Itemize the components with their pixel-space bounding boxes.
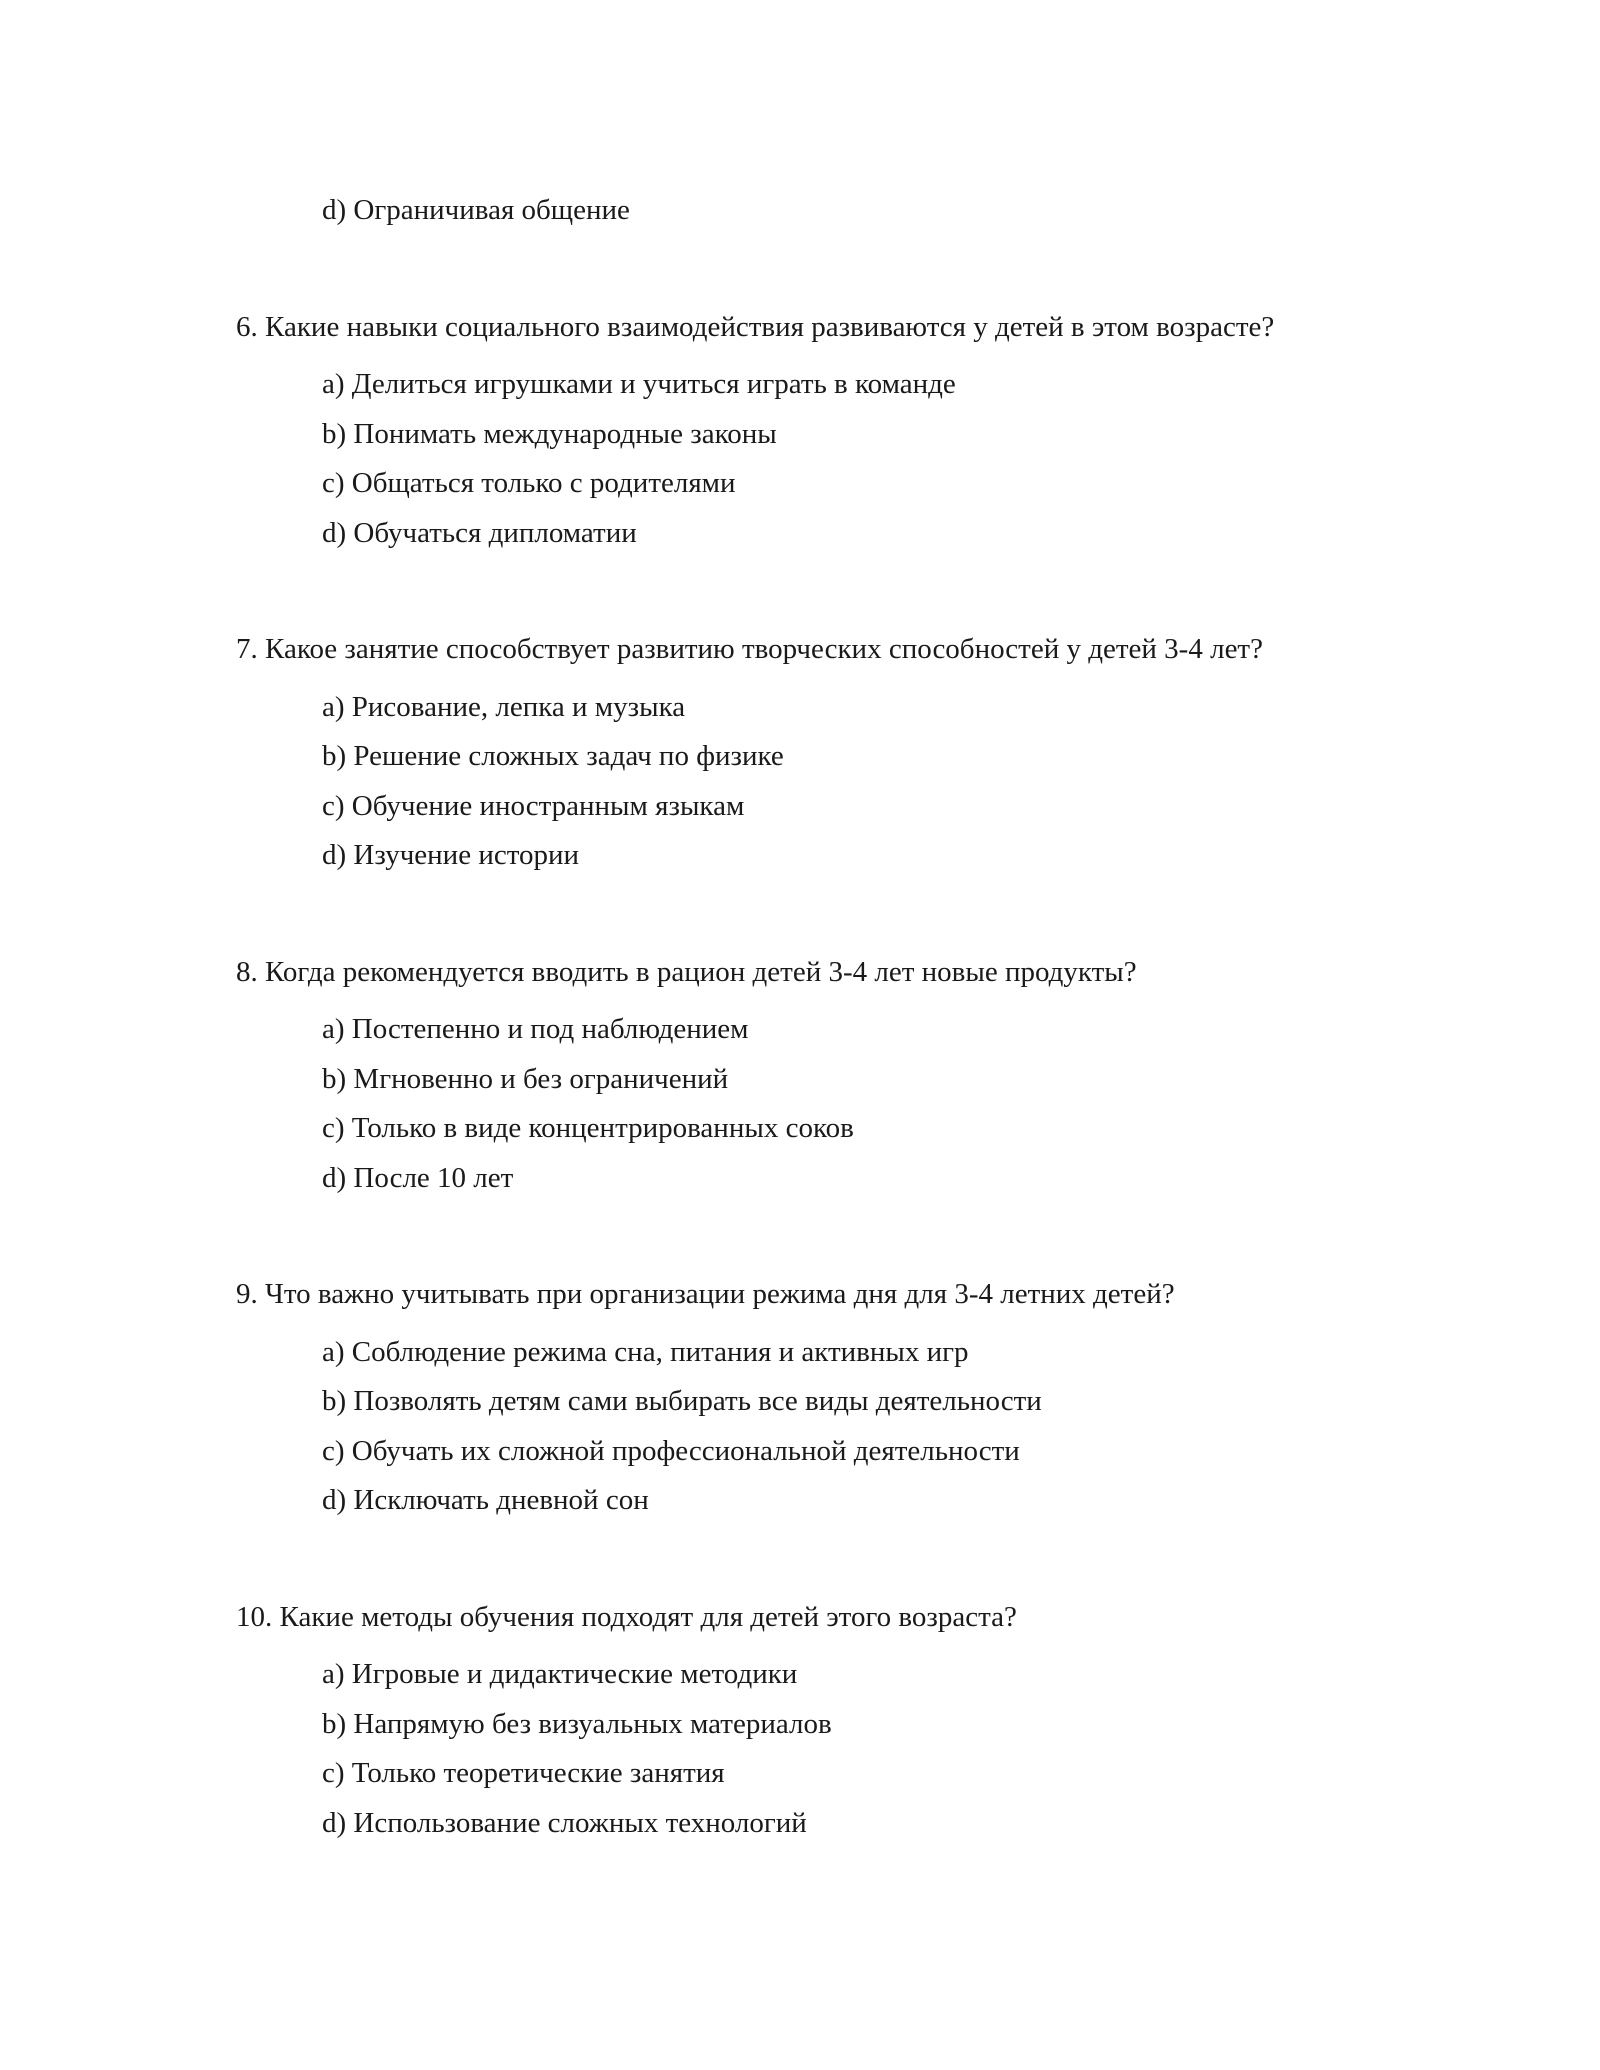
question-block-8 (236, 948, 1436, 1204)
answer-option: b) Позволять детям сами выбирать все виды деятельности (322, 1385, 1042, 1417)
answer-option: d) После 10 лет (322, 1161, 514, 1194)
question-block-7 (236, 625, 1436, 881)
answer-option: c) Обучать их сложной профессиональной деятельности (322, 1434, 1020, 1467)
answer-option: a) Соблюдение режима сна, питания и активных игр (322, 1335, 969, 1368)
quiz-content (236, 186, 1436, 1848)
answer-option: b) Напрямую без визуальных материалов (322, 1707, 832, 1740)
answer-option: d) Обучаться дипломатии (322, 516, 637, 549)
answer-option: a) Постепенно и под наблюдением (322, 1013, 749, 1045)
question-text: 8. Когда рекомендуется вводить в рацион детей 3-4 лет новые продукты? (236, 955, 1137, 988)
question-text: 7. Какое занятие способствует развитию творческих способностей у детей 3-4 лет? (236, 633, 1263, 665)
answer-option: c) Обучение иностранным языкам (322, 789, 745, 822)
question-text: 10. Какие методы обучения подходят для детей этого возраста? (236, 1600, 1017, 1633)
answer-option: c) Только в виде концентрированных соков (322, 1112, 854, 1144)
question-text: 6. Какие навыки социального взаимодействия развиваются у детей в этом возрасте? (236, 310, 1275, 343)
answer-option: d) Использование сложных технологий (322, 1806, 807, 1839)
question-block-9 (236, 1270, 1436, 1526)
answer-option: a) Делиться игрушками и учиться играть в команде (322, 368, 956, 400)
question-block-6 (236, 303, 1436, 559)
answer-option: a) Рисование, лепка и музыка (322, 690, 686, 723)
answer-option: c) Только теоретические занятия (322, 1757, 725, 1789)
answer-option: b) Решение сложных задач по физике (322, 740, 784, 772)
question-text: 9. Что важно учитывать при организации режима дня для 3-4 летних детей? (236, 1278, 1175, 1310)
leading-option: d) Ограничивая общение (322, 194, 630, 226)
answer-option: d) Исключать дневной сон (322, 1484, 649, 1516)
answer-option: d) Изучение истории (322, 839, 580, 871)
answer-option: b) Мгновенно и без ограничений (322, 1062, 729, 1095)
answer-option: a) Игровые и дидактические методики (322, 1658, 798, 1690)
answer-option: b) Понимать международные законы (322, 417, 777, 450)
answer-option: c) Общаться только с родителями (322, 467, 736, 499)
question-block-10 (236, 1593, 1436, 1849)
